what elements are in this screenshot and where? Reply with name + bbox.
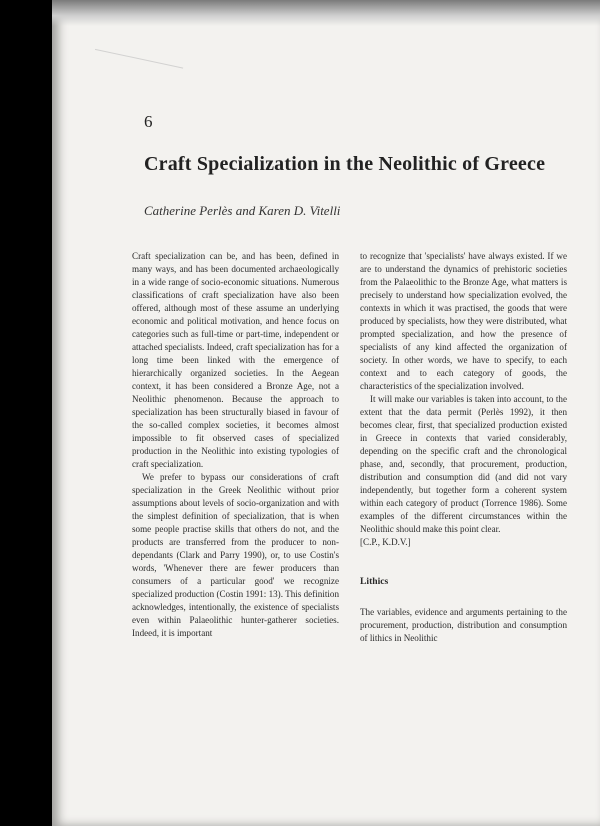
section-heading: Lithics bbox=[360, 576, 389, 587]
right-column bbox=[360, 250, 567, 645]
page-edge-shadow bbox=[52, 0, 600, 26]
paragraph: to recognize that 'specialists' have always existed. If we are to understand the dynamics of prehistoric societies from the Palaeolithic to the Bronze Age, what matters is precisely to understand how specialization evolved, the contexts in which it was practised, the goods that were produced by specialists, how they were distributed, what prompted specialization, and how the presence of specialists of any kind affected the organization of society. In other words, we have to specify, to each context and to each category of goods, the characteristics of the specialization involved. bbox=[360, 251, 567, 391]
paragraph: We prefer to bypass our considerations of craft specialization in the Greek Neolithic without prior assumptions about levels of socio-organization and with the simplest definition of specialization, that is when some people practise skills that others do not, and the products are transferred from the producer to non-dependants (Clark and Parry 1990), or, to use Costin's words, 'Whenever there are fewer producers than consumers of a particular good' we recognize specialized production (Costin 1991: 13). This definition acknowledges, intentionally, the existence of specialists even within Palaeolithic hunter-gatherer societies. Indeed, it is important bbox=[132, 472, 339, 638]
paragraph: It will make our variables is taken into account, to the extent that the data permit (Perlès 1992), it then becomes clear, first, that specialized production existed in Greece in contexts that varied considerably, depending on the specific craft and the chronological phase, and, secondly, that procurement, production, distribution and consumption did (and did not vary independently, but together form a coherent system within each category of product (Torrence 1986). Some examples of the different circumstances within the Neolithic should make this point clear. bbox=[360, 394, 567, 534]
chapter-title: Craft Specialization in the Neolithic of Greece bbox=[144, 153, 546, 175]
chapter-authors: Catherine Perlès and Karen D. Vitelli bbox=[144, 203, 341, 218]
chapter-number: 6 bbox=[144, 112, 153, 131]
book-page bbox=[52, 0, 600, 826]
left-column bbox=[132, 250, 339, 640]
paragraph: Craft specialization can be, and has been, defined in many ways, and has been documented archaeologically in a wide range of socio-economic situations. Numerous classifications of craft specialization have also been offered, although most of these assume an underlying economic and political motivation, and hence focus on categories such as full-time or part-time, independent or attached specialists. Indeed, craft specialization has for a long time been linked with the emergence of hierarchically organized societies. In the Aegean context, it has been considered a Bronze Age, not a Neolithic phenomenon. Because the approach to specialization has been structurally biased in favour of the so-called complex societies, it becomes almost impossible to fit observed cases of specialized production in the Neolithic into existing typologies of craft specialization. bbox=[132, 251, 339, 469]
scan-artifact bbox=[91, 49, 183, 88]
paragraph: The variables, evidence and arguments pertaining to the procurement, production, distribution and consumption of lithics in Neolithic bbox=[360, 607, 567, 643]
author-initials: [C.P., K.D.V.] bbox=[360, 537, 411, 547]
